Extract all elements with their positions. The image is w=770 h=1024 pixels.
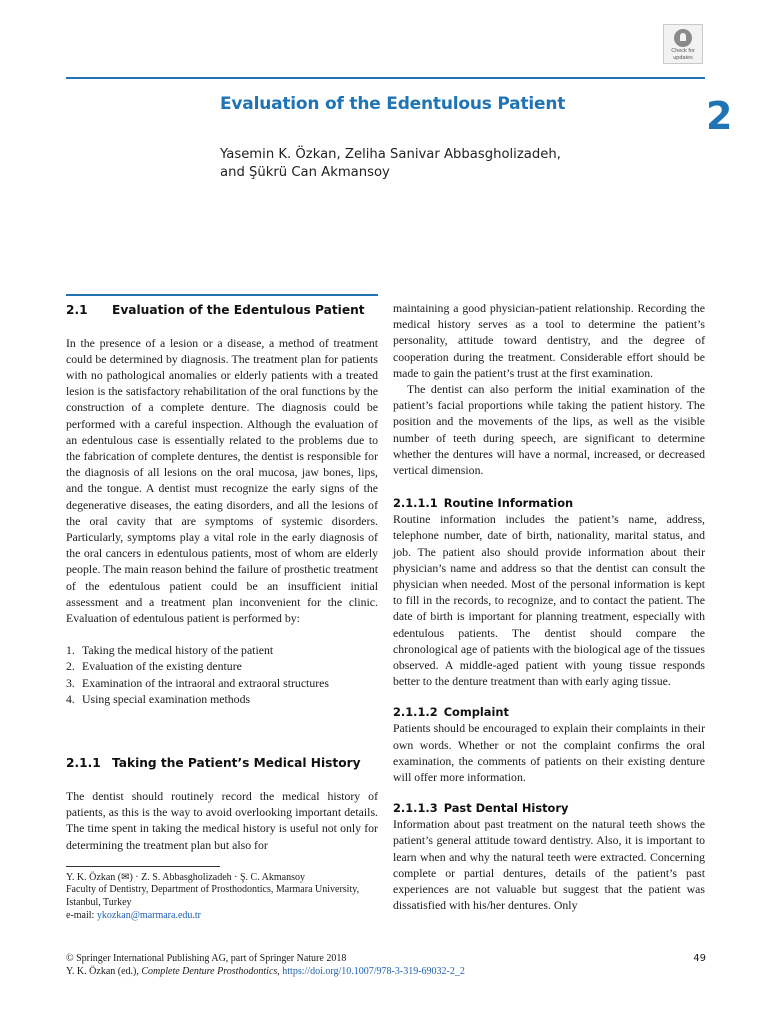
evaluation-steps-list	[66, 642, 378, 707]
left-column	[66, 294, 378, 922]
page-number: 49	[693, 953, 706, 964]
section-2-1-paragraph: In the presence of a lesion or a disease, a method of treatment could be determined by diagnosis. The treatment plan for patients with no pathological anomalies or elderly patients with a treated lesion is the satisfactory rehabilitation of the oral functions by the construction of a complete denture. The diagnosis could be performed with a careful inspection. Although the evaluation of an edentulous case is essentially related to the problems due to the fabrication of complete dentures, the dentist is responsible for the diagnosis of all lesions on the oral mucosa, jaw bones, lips, and the tongue. A dentist must recognize the early signs of the degenerative diseases, the eating disorders, and all the lesions of the oral cavity that are symptoms of systemic disorders. Particularly, symptoms play a vital role in the early diagnosis of the oral cancers in edentulous patients, most of whom are elderly people. The main reason behind the failure of prosthetic treatment of the edentulous patient could be an insufficient initial assessment and a treatment plan inconvenient for the clinic. Evaluation of edentulous patient is performed by:	[66, 335, 378, 625]
section-title: Evaluation of the Edentulous Patient	[112, 302, 365, 317]
section-rule	[66, 294, 378, 296]
chapter-title: Evaluation of the Edentulous Patient	[220, 94, 566, 114]
bookmark-icon	[674, 29, 692, 47]
footnote-email-line: e-mail: ykozkan@marmara.edu.tr	[66, 909, 201, 921]
history-paragraph-1: maintaining a good physician-patient relationship. Recording the medical history serves as a tool to determine the patient’s personality, attitude toward dentistry, and the degree of cooperation during the treatment. Considerable effort should be made to gain the patient’s trust at the first examination.	[393, 301, 705, 380]
section-number: 2.1.1	[66, 755, 101, 770]
check-for-updates-badge[interactable]	[663, 24, 703, 64]
author-footnote	[66, 872, 378, 922]
subsection-heading-2-1-1-2: 2.1.1.2 Complaint	[393, 705, 509, 720]
page-footer	[66, 952, 706, 978]
book-title: Complete Denture Prosthodontics	[141, 966, 278, 977]
copyright-line: © Springer International Publishing AG, part of Springer Nature 2018	[66, 953, 347, 964]
complaint-paragraph: Patients should be encouraged to explain their complaints in their own words. Whether or not the complaint confirms the oral examination, the comments of patients on their existing denture will offer more information.	[393, 721, 705, 785]
list-item: 4. Using special examination methods	[66, 691, 251, 706]
authors-line-1: Yasemin K. Özkan, Zeliha Sanivar Abbasgholizadeh,	[220, 147, 561, 162]
chapter-authors	[220, 146, 580, 182]
chapter-number: 2	[706, 94, 733, 138]
routine-information-paragraph: Routine information includes the patient’s name, address, telephone number, date of birth, nationality, marital status, and job. The patient also should provide information about their physician’s name and address so that the dentist can consult the physician when needed. Most of the personal information is kept to fill in the records, to recognize, and to contact the patient. The date of birth is important for planning treatment, especially with edentulous patients. The dentist should compare the chronological age of patients with the biological age of the tissues observed. A middle-aged patient with young tissue responds better to the denture treatment than with early aging tissue.	[393, 512, 705, 689]
list-item: 1. Taking the medical history of the patient	[66, 643, 274, 658]
right-column	[393, 300, 705, 914]
footnote-rule	[66, 866, 220, 867]
citation-line: Y. K. Özkan (ed.), Complete Denture Prosthodontics, https://doi.org/10.1007/978-3-319-69032-2_2	[66, 966, 465, 977]
authors-line-2: and Şükrü Can Akmansoy	[220, 165, 390, 180]
badge-label-1: Check for	[671, 48, 695, 54]
badge-label-2: updates	[673, 55, 693, 61]
section-heading-2-1-1	[66, 755, 378, 771]
email-link[interactable]: ykozkan@marmara.edu.tr	[96, 909, 201, 921]
section-title: Taking the Patient’s Medical History	[112, 755, 361, 770]
doi-link[interactable]: https://doi.org/10.1007/978-3-319-69032-2_2	[282, 966, 465, 977]
header-rule	[66, 77, 705, 79]
footnote-authors: Y. K. Özkan (✉) · Z. S. Abbasgholizadeh · Ş. C. Akmansoy	[66, 871, 306, 883]
list-item: 2. Evaluation of the existing denture	[66, 659, 242, 674]
section-number: 2.1	[66, 302, 88, 317]
subsection-heading-2-1-1-3: 2.1.1.3 Past Dental History	[393, 801, 569, 816]
footnote-affiliation: Faculty of Dentistry, Department of Prosthodontics, Marmara University, Istanbul, Turkey	[66, 884, 360, 908]
section-2-1-1-paragraph: The dentist should routinely record the medical history of patients, as this is the way to avoid overlooking important details. The time spent in taking the medical history is useful not only for determining the treatment plan but also for	[66, 788, 378, 852]
subsection-heading-2-1-1-1: 2.1.1.1 Routine Information	[393, 496, 574, 511]
past-dental-history-paragraph: Information about past treatment on the natural teeth shows the patient’s general attitude toward dentistry. Also, it is important to learn when and why the natural teeth were extracted. Concerning complete or partial dentures, details of the patient’s past experiences are not valuable but suggest that the patient was dissatisfied with his/her dentures. Only	[393, 817, 705, 913]
list-item: 3. Examination of the intraoral and extraoral structures	[66, 675, 329, 690]
section-heading-2-1	[66, 302, 378, 318]
history-paragraph-2: The dentist can also perform the initial examination of the patient’s facial proportions while taking the patient history. The position and the movements of the lips, as well as the visible number of teeth during speech, are significant to determine whether the dentures will have a normal, increased, or decreased vertical dimension.	[393, 382, 705, 478]
